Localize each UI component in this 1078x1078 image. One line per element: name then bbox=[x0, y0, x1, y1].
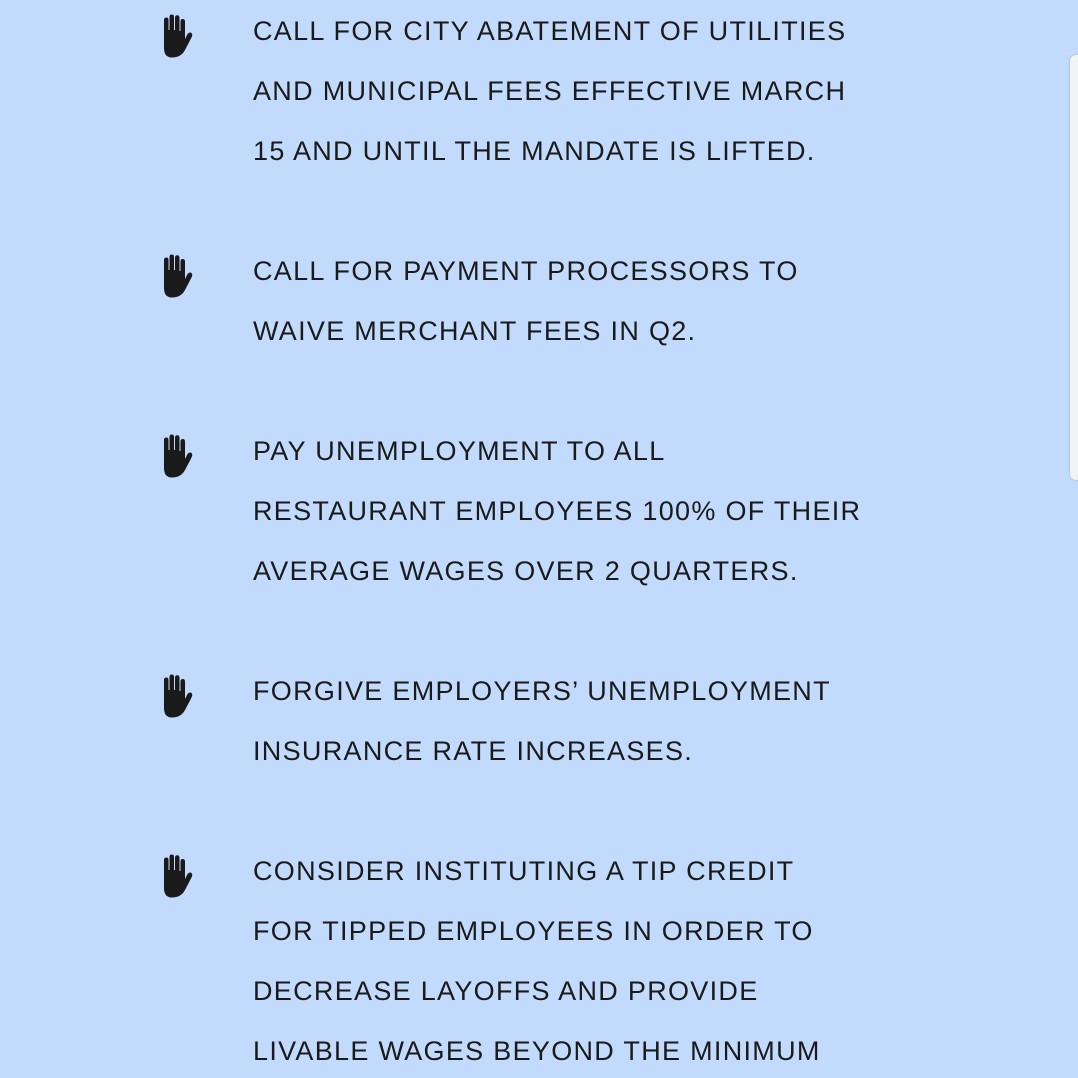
bullet-text-line: CONSIDER INSTITUTING A TIP CREDIT bbox=[253, 856, 795, 886]
bullet-text-line: WAIVE MERCHANT FEES IN Q2. bbox=[253, 316, 697, 346]
bullet-text-line: CALL FOR PAYMENT PROCESSORS TO bbox=[253, 256, 799, 286]
scrollbar-thumb[interactable] bbox=[1070, 55, 1078, 480]
raised-hand-icon bbox=[157, 14, 193, 58]
bullet-text-line: AND MUNICIPAL FEES EFFECTIVE MARCH bbox=[253, 76, 847, 106]
raised-hand-icon bbox=[157, 254, 193, 298]
bullet-text-line: CALL FOR CITY ABATEMENT OF UTILITIES bbox=[253, 16, 847, 46]
bullet-text-line: AVERAGE WAGES OVER 2 QUARTERS. bbox=[253, 556, 799, 586]
bullet-text-line: RESTAURANT EMPLOYEES 100% OF THEIR bbox=[253, 496, 862, 526]
bullet-text-line: FORGIVE EMPLOYERS’ UNEMPLOYMENT bbox=[253, 676, 831, 706]
bullet-text-line: FOR TIPPED EMPLOYEES IN ORDER TO bbox=[253, 916, 814, 946]
raised-hand-icon bbox=[157, 434, 193, 478]
bullet-text-line: LIVABLE WAGES BEYOND THE MINIMUM bbox=[253, 1036, 821, 1066]
bullet-text-line: INSURANCE RATE INCREASES. bbox=[253, 736, 694, 766]
raised-hand-icon bbox=[157, 854, 193, 898]
bullet-text-line: PAY UNEMPLOYMENT TO ALL bbox=[253, 436, 666, 466]
raised-hand-icon bbox=[157, 674, 193, 718]
bullet-text-line: DECREASE LAYOFFS AND PROVIDE bbox=[253, 976, 759, 1006]
bullet-text-line: 15 AND UNTIL THE MANDATE IS LIFTED. bbox=[253, 136, 816, 166]
